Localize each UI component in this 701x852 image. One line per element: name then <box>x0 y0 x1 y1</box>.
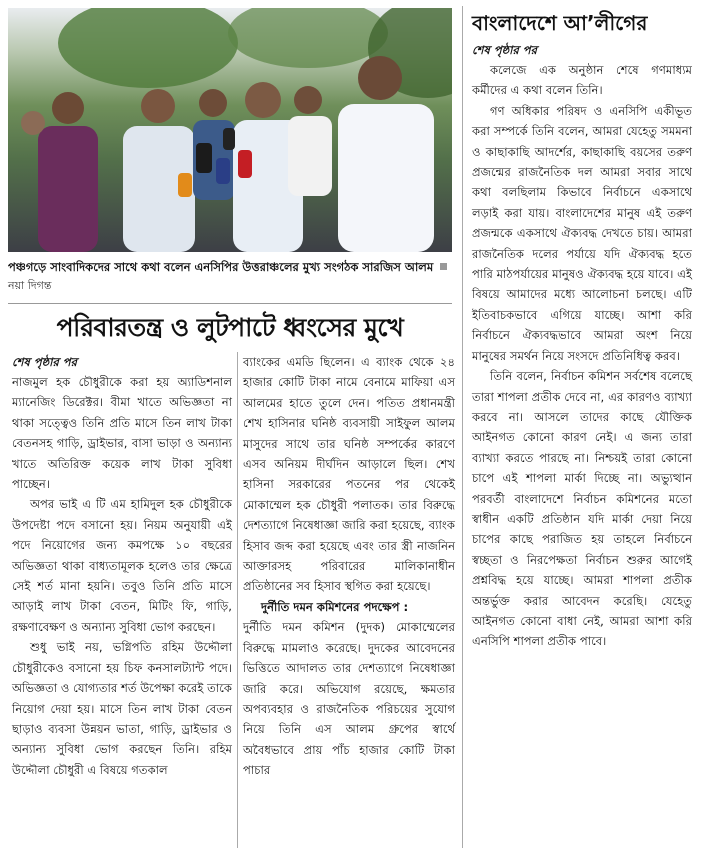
column-divider <box>237 352 238 848</box>
divider <box>8 303 452 304</box>
main-paragraph: নাজমুল হক চৌধুরীকে করা হয় অ্যাডিশনাল ম্যানেজিং ডিরেক্টর। বীমা খাতে অভিজ্ঞতা না থাকা সত্ত্বেও তিনি প্রতি মাসে তিন লাখ টাকা বেতনসহ গাড়ি, ড্রাইভার, বাসা ভাড়া ও অন্যান্য খাতে অতিরিক্ত কয়েক লাখ টাকা সুবিধা পাচ্ছেন। <box>12 375 232 492</box>
side-headline: বাংলাদেশে আ’লীগের <box>472 11 648 35</box>
side-paragraph: কলেজে এক অনুষ্ঠান শেষে গণমাধ্যম কর্মীদের এ কথা বলেন তিনি। <box>472 63 692 98</box>
main-paragraph: দুর্নীতি দমন কমিশন (দুদক) মোকাম্মেলের বিরুদ্ধে মামলাও করেছে। দুদকের আবেদনের ভিত্তিতে আদালত তার দেশত্যাগে নিষেধাজ্ঞা জারি করে। অভিযোগ রয়েছে, ক্ষমতার অপব্যবহার ও রাজনৈতিক পরিচয়ের সুযোগ নিয়ে তিনি এস আলম গ্রুপের স্বার্থে অবৈধভাবে প্রায় পাঁচ হাজার কোটি টাকা পাচার <box>243 620 455 778</box>
main-kicker: শেষ পৃষ্ঠার পর <box>12 355 77 369</box>
main-paragraph: অপর ভাই এ টি এম হামিদুল হক চৌধুরীকে উপদেষ্টা পদে বসানো হয়। নিয়ম অনুযায়ী এই পদে নিয়োগের জন্য কমপক্ষে ১০ বছরের অভিজ্ঞতা থাকা বাধ্যতামূলক হলেও তার ক্ষেত্রে সেই শর্ত মানা হয়নি। তবুও তিনি প্রতি মাসে আড়াই লাখ টাকা বেতন, মিটিং ফি, গাড়ি, রক্ষণাবেক্ষণ ও অন্যান্য সুবিধা ভোগ করছেন। <box>12 497 232 634</box>
caption-source: নয়া দিগন্ত <box>8 279 52 292</box>
news-photo <box>8 8 452 252</box>
main-paragraph: ব্যাংকের এমডি ছিলেন। এ ব্যাংক থেকে ২৪ হাজার কোটি টাকা নামে বেনামে মাফিয়া এস আলমের হাতে তুলে দেন। পতিত প্রধানমন্ত্রী শেখ হাসিনার ঘনিষ্ঠ ব্যবসায়ী সাইফুল আলম মাসুদের সাথে তার ঘনিষ্ঠ সম্পর্কের কারণে এসব অনিয়ম দীর্ঘদিন আড়ালে ছিল। শেখ হাসিনা সরকারের পতনের পর থেকেই মোকাম্মেল হক চৌধুরী পলাতক। তার বিরুদ্ধে দেশত্যাগে নিষেধাজ্ঞা জারি করা হয়েছে, ব্যাংক হিসাব জব্দ করা হয়েছে এবং তার স্ত্রী নাজনিন আক্তারসহ পরিবারের মালিকানাধীন প্রতিষ্ঠানের সব হিসাব স্থগিত করা হয়েছে। <box>243 355 455 594</box>
column-divider <box>462 6 463 848</box>
separator-square-icon <box>440 263 447 270</box>
main-subhead: দুর্নীতি দমন কমিশনের পদক্ষেপ : <box>261 599 409 614</box>
side-paragraph: তিনি বলেন, নির্বাচন কমিশন সর্বশেষ বলেছে তারা শাপলা প্রতীক দেবে না, এর কারণও ব্যাখ্যা করবে না। আসলে তাদের কাছে যৌক্তিক আইনগত কোনো কারণ নেই। এ জন্য তারা ব্যাখ্যা করতে পারছে না। নিশ্চয়ই তারা কোনো চাপে এই শাপলা মার্কা দিচ্ছে না। অভ্যুত্থান পরবর্তী বাংলাদেশে নির্বাচন কমিশনের মতো স্বাধীন একটি প্রতিষ্ঠান যদি মার্কা দেয়া নিয়ে চাপের কাছে পরাজিত হয় তাহলে নির্বাচনে স্বচ্ছতা ও নিরপেক্ষতা নির্বাচন শুরুর আগেই প্রশ্নবিদ্ধ হয়ে যাচ্ছে। আমরা শাপলা প্রতীক অন্তর্ভুক্ত করার আবেদন করেছি। যেহেতু আইনগত কোনো বাধা নেই, আমরা আশা করি এনসিপি শাপলা প্রতীক পাবে। <box>472 369 692 649</box>
main-headline: পরিবারতন্ত্র ও লুটপাটে ধ্বংসের মুখে <box>56 313 404 342</box>
side-story-column <box>472 8 692 652</box>
main-paragraph: শুধু ভাই নয়, ভগ্নিপতি রহিম উদ্দৌলা চৌধুরীকেও বসানো হয় চিফ কনসালট্যান্ট পদে। অভিজ্ঞতা ও যোগ্যতার শর্ত উপেক্ষা করেই তাকে নিয়োগ দেয়া হয়। মাসে তিন লাখ টাকা বেতন ছাড়াও ব্যবসা উন্নয়ন ভাতা, গাড়ি, ড্রাইভার ও অন্যান্য সুবিধা ভোগ করছেন তিনি। রহিম উদ্দৌলা চৌধুরী এ বিষয়ে গতকাল <box>12 640 232 777</box>
caption-text: পঞ্চগড়ে সাংবাদিকদের সাথে কথা বলেন এনসিপির উত্তরাঞ্চলের মুখ্য সংগঠক সারজিস আলম <box>8 260 434 274</box>
main-story-column-2 <box>243 352 455 781</box>
main-story-column-1 <box>12 352 232 780</box>
side-kicker: শেষ পৃষ্ঠার পর <box>472 43 537 57</box>
photo-caption <box>8 258 452 295</box>
side-paragraph: গণ অধিকার পরিষদ ও এনসিপি একীভূত করা সম্পর্কে তিনি বলেন, আমরা যেহেতু সমমনা ও কাছাকাছি আদর্শের, কাছাকাছি বয়সের তরুণ প্রজন্মের রাজনৈতিক দল আমরা সবার সাথে কথা বলছিলাম কিভাবে নির্বাচনে একসাথে লড়াই করা যায়। বাংলাদেশের মানুষ এই তরুণ প্রজন্মকে একসাথে ঐক্যবদ্ধ দেখতে চায়। আমরা রাজনৈতিক দলের পর্যায়ে যদি ঐক্যবদ্ধ হতে পারি মাঠপর্যায়ের মানুষও ঐক্যবদ্ধ হয়ে যাবে। এই বিষয়ে আমাদের মধ্যে আলোচনা চলছে। এটি ইতিবাচকভাবে এগিয়ে যাচ্ছে। আশা করি নির্বাচনে ঐক্যবদ্ধভাবে আমরা অংশ নিয়ে মানুষের সমর্থন নিয়ে সংসদে প্রতিনিধিত্ব করব। <box>472 103 692 363</box>
press-conference-illustration <box>8 8 452 252</box>
